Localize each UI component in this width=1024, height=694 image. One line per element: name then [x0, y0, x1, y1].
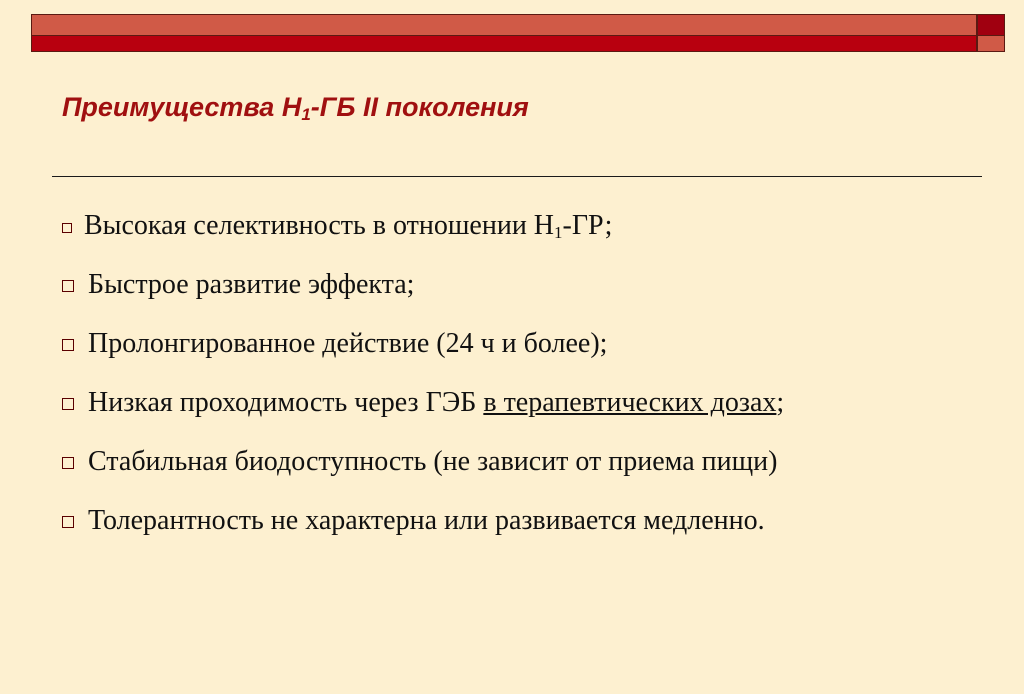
list-item [62, 446, 1002, 505]
square-bullet-icon [62, 398, 74, 410]
list-item-text: Пролонгированное действие (24 ч и более); [88, 328, 608, 359]
list-item [62, 505, 1002, 564]
list-item-text: Быстрое развитие эффекта; [88, 269, 415, 300]
list-item-text: Стабильная биодоступность (не зависит от приема пищи) [88, 446, 778, 477]
header-decoration [31, 14, 1005, 53]
square-bullet-icon [62, 223, 72, 233]
list-item-text: Толерантность не характерна или развивается медленно. [88, 505, 765, 536]
header-square-lower [977, 35, 1005, 52]
list-item [62, 387, 1002, 446]
title-divider [52, 176, 982, 177]
header-bar-lower [31, 35, 977, 52]
square-bullet-icon [62, 280, 74, 292]
square-bullet-icon [62, 339, 74, 351]
list-item [62, 210, 1002, 269]
bullet-list [62, 210, 1002, 564]
square-bullet-icon [62, 516, 74, 528]
list-item-text: Высокая селективность в отношении $H_1-ГР$; [84, 210, 613, 242]
header-bar-upper [31, 14, 977, 36]
list-item [62, 269, 1002, 328]
list-item-text: Низкая проходимость через ГЭБ в терапевтических дозах; [88, 387, 785, 418]
slide-title: Преимущества $H_1-ГБ$ II поколения [62, 92, 529, 124]
list-item [62, 328, 1002, 387]
header-square-upper [977, 14, 1005, 36]
square-bullet-icon [62, 457, 74, 469]
